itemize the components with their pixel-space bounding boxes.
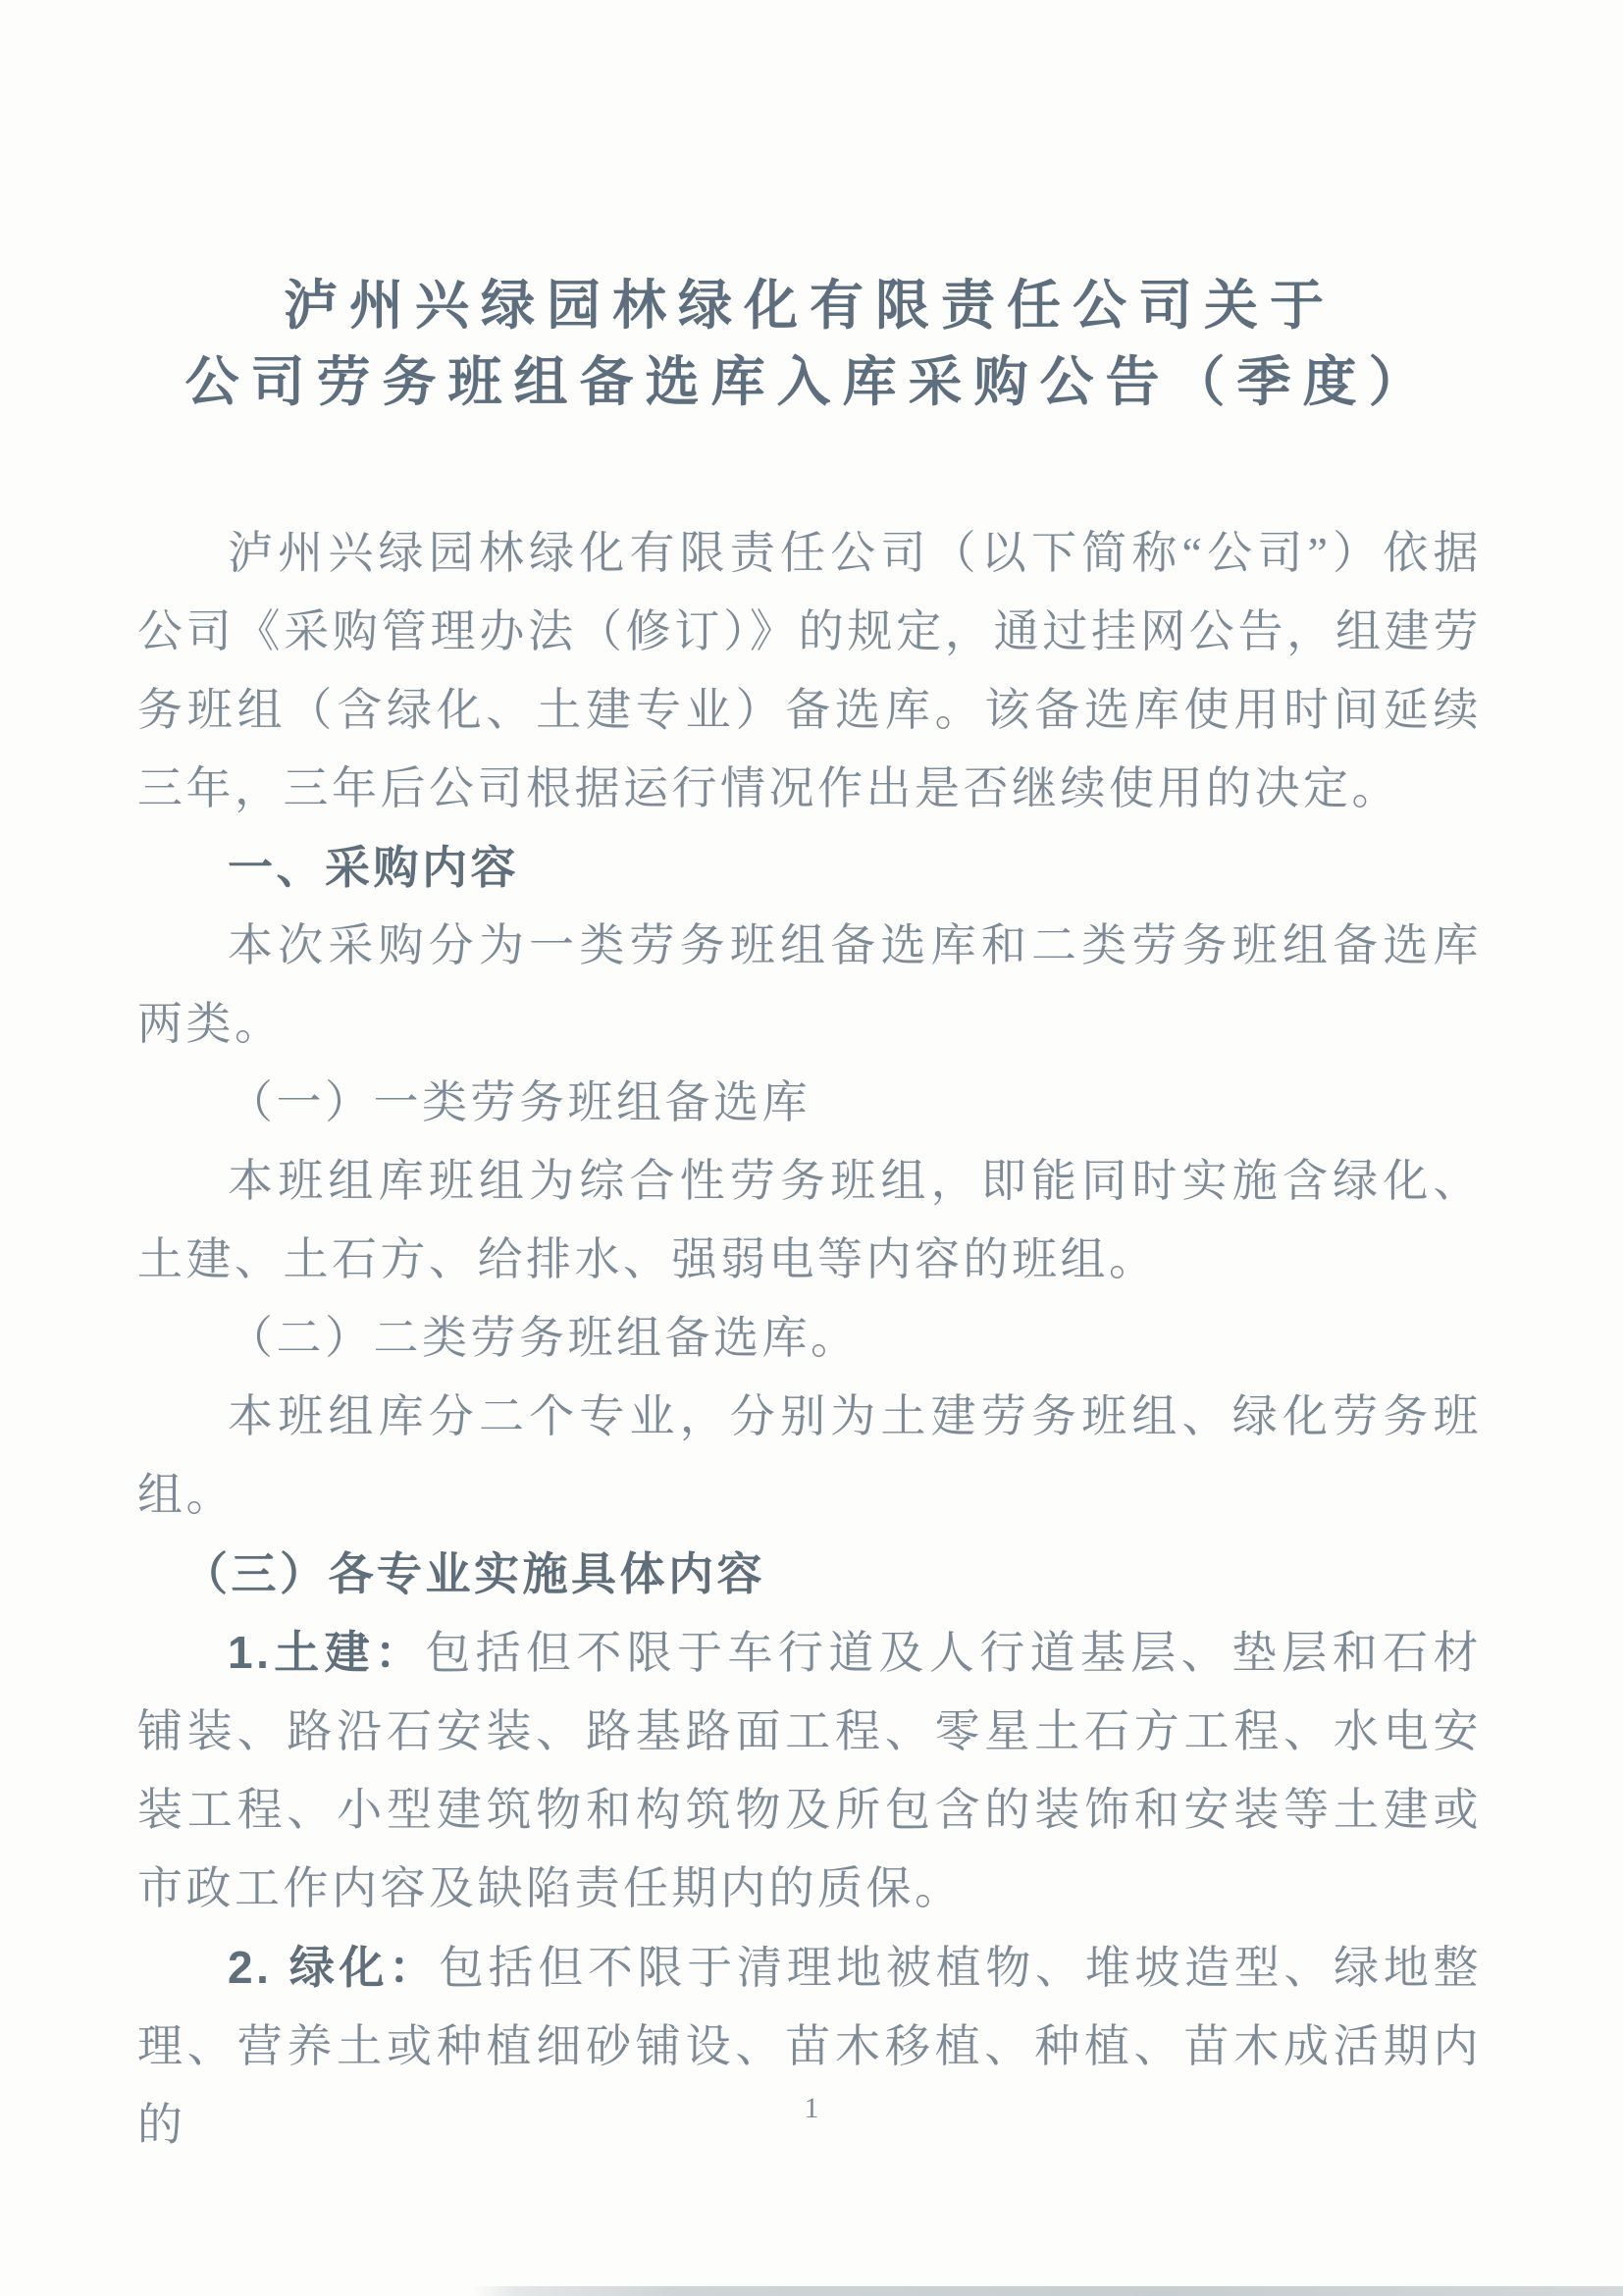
subsection-1-body: 本班组库班组为综合性劳务班组，即能同时实施含绿化、土建、土石方、给排水、强弱电等内容的班组。 [137,1156,1482,1284]
paragraph-intro: 泸州兴绿园林绿化有限责任公司（以下简称“公司”）依据公司《采购管理办法（修订）》的规定，通过挂网公告，组建劳务班组（含绿化、土建专业）备选库。该备选库使用时间延续三年，三年后公司根据运行情况作出是否继续使用的决定。 [137,528,1482,813]
item-2-label: 2. 绿化： [228,1942,439,1993]
item-1-label: 1.土建： [228,1627,426,1678]
subsection-2-heading: （二）二类劳务班组备选库。 [228,1313,860,1363]
item-1-civil-works [137,1613,1482,1928]
subsection-3-heading: （三）各专业实施具体内容 [183,1548,765,1599]
scan-edge-artifact [471,2286,1623,2296]
title-line-2: 公司劳务班组备选库入库采购公告（季度） [184,351,1435,412]
page-number: 1 [804,2092,819,2124]
title-line-1: 泸州兴绿园林绿化有限责任公司关于 [283,275,1335,336]
subsection-2-body: 本班组库分二个专业，分别为土建劳务班组、绿化劳务班组。 [137,1391,1482,1520]
item-2-greening [137,1928,1482,2165]
paragraph-scope: 本次采购分为一类劳务班组备选库和二类劳务班组备选库两类。 [137,920,1482,1049]
page-title [137,267,1482,420]
section-1-heading: 一、采购内容 [228,842,519,893]
item-1-text: 包括但不限于车行道及人行道基层、垫层和石材铺装、路沿石安装、路基路面工程、零星土石方工程、水电安装工程、小型建筑物和构筑物及所包含的装饰和安装等土建或市政工作内容及缺陷责任期内的质保。 [137,1628,1482,1913]
subsection-1-heading: （一）一类劳务班组备选库 [228,1077,811,1127]
document-content [137,267,1482,2165]
item-2-text: 包括但不限于清理地被植物、堆坡造型、绿地整理、营养土或种植细砂铺设、苗木移植、种植、苗木成活期内的 [137,1943,1482,2150]
